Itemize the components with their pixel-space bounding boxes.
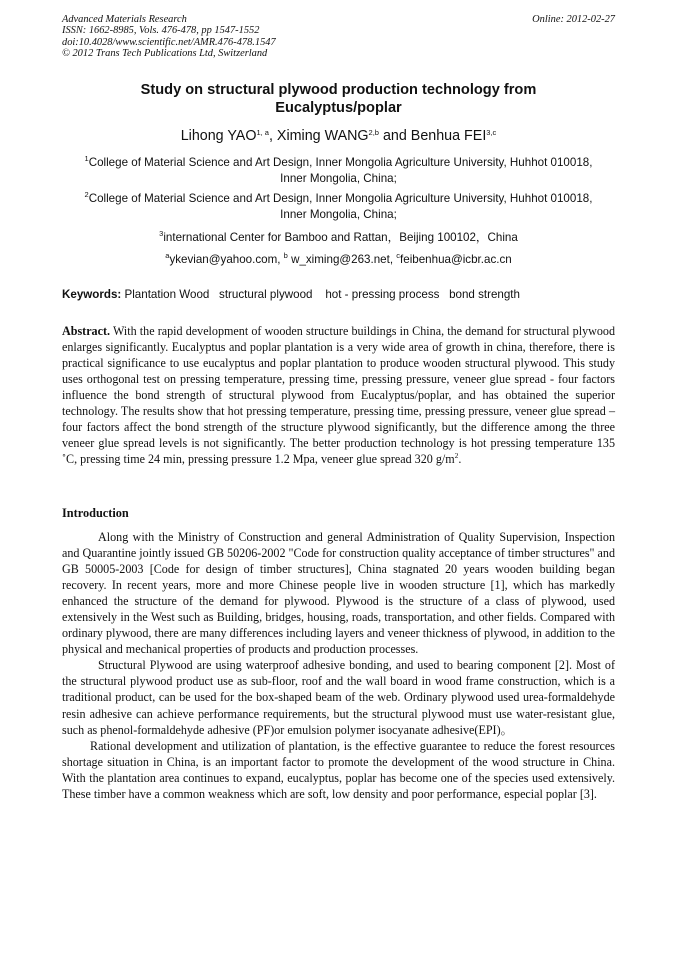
email-mark: c <box>396 251 401 260</box>
doi-line: doi:10.4028/www.scientific.net/AMR.476-478.1547 <box>62 36 276 48</box>
email-mark: b <box>283 251 288 260</box>
author-name: , Ximing WANG <box>268 128 369 144</box>
affil-number: 3 <box>159 229 164 238</box>
affiliation-3 <box>62 230 615 246</box>
journal-header <box>62 14 276 60</box>
journal-name: Advanced Materials Research <box>62 14 187 25</box>
issn-line: ISSN: 1662-8985, Vols. 476-478, pp 1547-1552 <box>62 25 260 37</box>
abstract-text: With the rapid development of wooden structure buildings in China, the demand for structural plywood enlarges significantly. Eucalyptus and poplar plantation is a very wide area of growth in china, therefore, there is practical significance to use eucalyptus and poplar plantation to produce wooden structural plywood. This study uses orthogonal test on pressing temperature, pressing time, pressing pressure, veneer glue spread - four factors influence the bond strength of structural plywood from Eucalyptus/poplar, and has obtained the superior technology. The results show that hot pressing temperature, pressing time, pressing pressure, veneer glue spread –four factors affect the bond strength of the structure plywood significantly, but the difference among the three veneer glue spread levels is not significantly. The better production technology is hot pressing temperature 135 ˚C, pressing time 24 min, pressing pressure 1.2 Mpa, veneer glue spread 320 g/m <box>62 324 615 467</box>
abstract-end: . <box>458 452 462 467</box>
affiliation-1 <box>62 155 615 186</box>
affil-text: College of Material Science and Art Design, Inner Mongolia Agriculture University, Huhhot 010018, <box>88 156 593 169</box>
email-c: feibenhua@icbr.ac.cn <box>400 253 512 266</box>
paragraph: Structural Plywood are using waterproof adhesive bonding, and used to bearing component [2]. Most of the structural plywood product use as sub-floor, roof and the wall board in wood frame construction, which is a traditional product, can be used for the box-shaped beam of the web. Ordinary plywood used urea-formaldehyde resin adhesive can achieve performance requirements, but the structural plywood must use water-resistant glue, such as phenol-formaldehyde adhesive (PF)or emulsion polymer isocyanate adhesive(EPI)。 <box>62 658 615 737</box>
author-affil-mark: 2,b <box>368 128 379 137</box>
abstract-label: Abstract. <box>62 324 111 338</box>
paragraph: Rational development and utilization of plantation, is the effective guarantee to reduce the forest resources shortage situation in China, is an important factor to promote the development of the wood structure in China. With the plantation area continues to expand, eucalyptus, poplar has become one of the species used extensively. These timber have a common weakness which are soft, low density and poor performance, especial poplar [3]. <box>62 738 615 801</box>
title-line-1: Study on structural plywood production technology from <box>140 82 537 98</box>
email-line <box>62 252 615 268</box>
email-a: ykevian@yahoo.com, <box>169 253 284 266</box>
email-mark: a <box>165 251 170 260</box>
author-affil-mark: 3,c <box>486 128 497 137</box>
title-line-2: Eucalyptus/poplar <box>275 100 402 116</box>
affil-text: Inner Mongolia, China; <box>280 171 397 185</box>
author-name: and Benhua FEI <box>378 128 487 144</box>
keywords-label: Keywords: <box>62 288 122 301</box>
keywords-text: Plantation Wood structural plywood hot - pressing process bond strength <box>121 288 520 301</box>
author-name: Lihong YAO <box>180 128 257 144</box>
abstract-sup: 2 <box>454 451 459 461</box>
online-date: Online: 2012-02-27 <box>532 14 615 25</box>
paragraph: Along with the Ministry of Construction and general Administration of Quality Supervision, Inspection and Quarantine jointly issued GB 50206-2002 "Code for construction quality acceptance of timber structures" and GB 50005-2003 [Code for design of timber structures], China stagnated 20 years wooden building began recovery. In recent years, more and more Chinese people live in wooden structure [1], which has markedly enhanced the structure of the demand for plywood. Plywood is the structure of a class of plywood, used extensively in the West such as Building, bridges, housing, roads, transportation, and other fields. Compared with ordinary plywood, there are many differences including layers and veneer thickness of plywood, in addition to the physical and mechanical properties of products and production processes. <box>62 530 615 657</box>
introduction-body <box>62 529 615 802</box>
keywords <box>62 288 520 301</box>
email-b: w_ximing@263.net, <box>287 253 397 266</box>
affil-text: Inner Mongolia, China; <box>280 207 397 221</box>
paper-title <box>62 81 615 117</box>
affiliation-2 <box>62 191 615 222</box>
copyright-line: © 2012 Trans Tech Publications Ltd, Switzerland <box>62 48 268 60</box>
section-heading: Introduction <box>62 506 129 520</box>
affil-text: College of Material Science and Art Design, Inner Mongolia Agriculture University, Huhhot 010018, <box>88 192 593 205</box>
affil-text: international Center for Bamboo and Rattan，Beijing 100102，China <box>163 231 518 244</box>
abstract <box>62 323 615 467</box>
author-list <box>62 128 615 144</box>
author-affil-mark: 1, a <box>256 128 269 137</box>
affil-number: 2 <box>84 190 89 199</box>
affil-number: 1 <box>84 154 89 163</box>
